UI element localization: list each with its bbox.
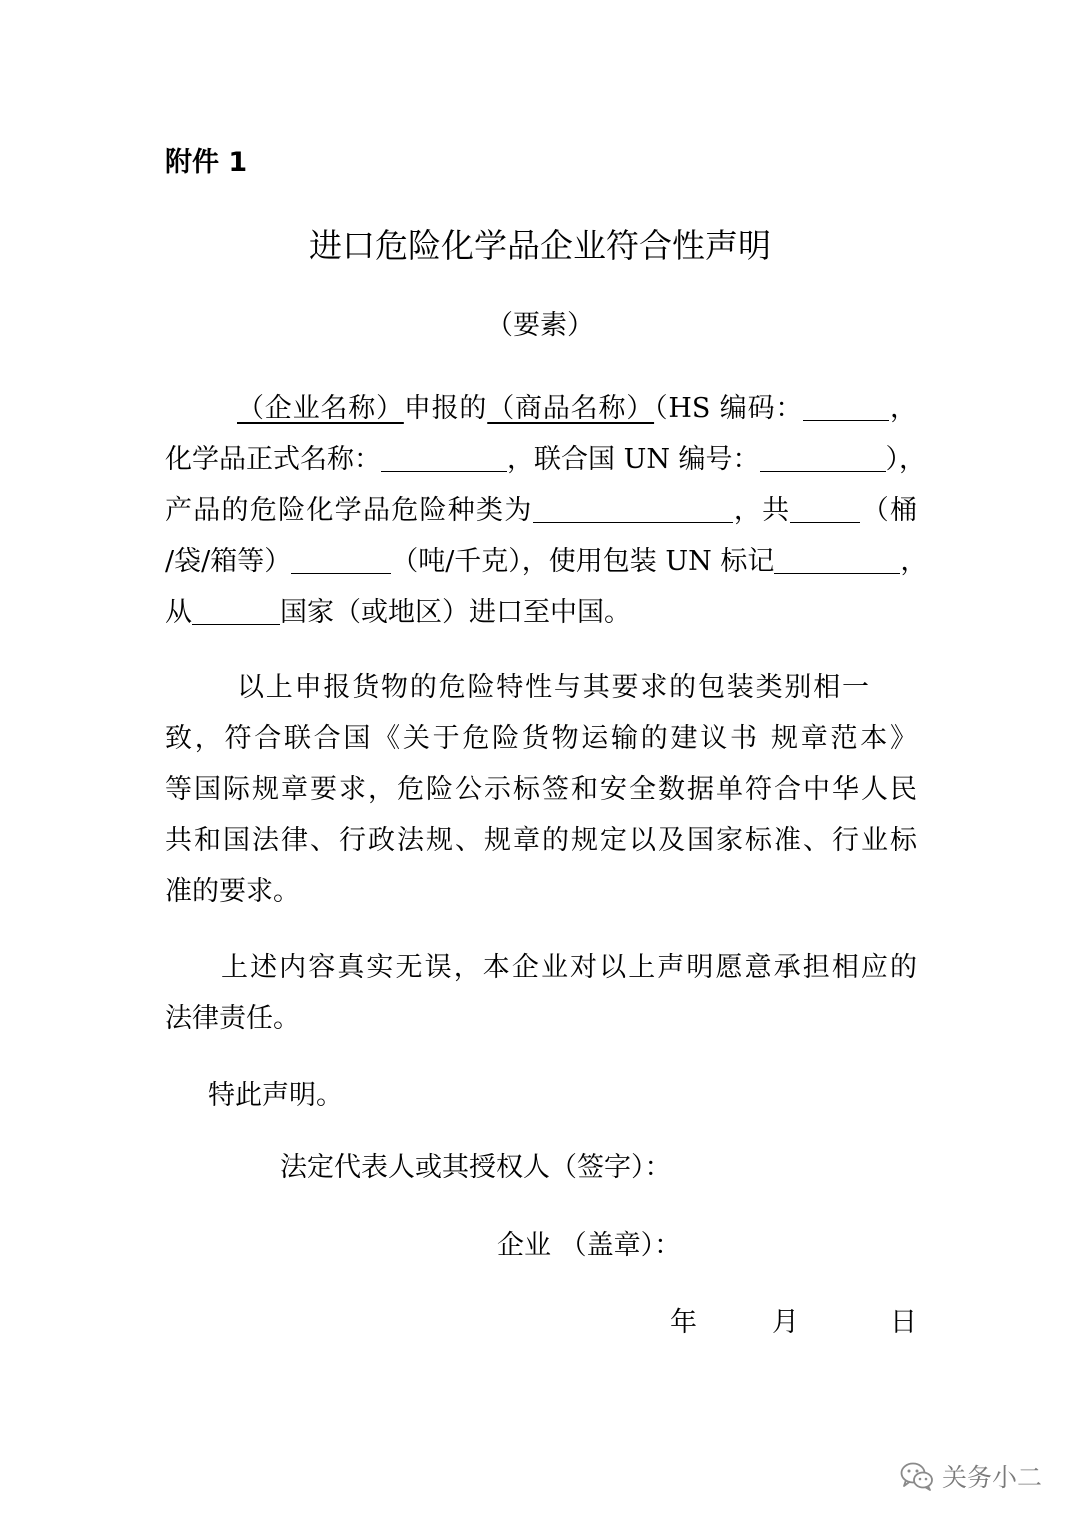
- chemical-name-blank: [381, 441, 507, 472]
- attachment-label: 附件 1: [165, 147, 248, 178]
- watermark-text: 关务小二: [941, 1463, 1042, 1492]
- unit-open-text: （桶: [860, 495, 918, 526]
- from-label: 从: [165, 597, 192, 628]
- declaration-line-3: [165, 485, 917, 536]
- declaration-line-4: [165, 536, 928, 587]
- country-blank: [192, 594, 280, 625]
- hazard-class-blank: [533, 492, 733, 523]
- wechat-icon: [900, 1461, 934, 1491]
- close-paren-text: ），: [885, 444, 927, 475]
- truth-line: 法律责任。: [165, 1003, 300, 1034]
- declares-text: 申报的: [403, 393, 488, 424]
- hereby-text: 特此声明。: [208, 1080, 343, 1111]
- weight-blank: [291, 543, 391, 574]
- total-label: ，共: [732, 495, 791, 526]
- date-year: 年: [670, 1307, 697, 1338]
- product-name-field: （商品名称）: [487, 393, 655, 424]
- truth-line: 上述内容真实无误，本企业对以上声明愿意承担相应的: [221, 952, 917, 983]
- compliance-line: 准的要求。: [165, 876, 300, 907]
- declaration-paragraph: [165, 383, 928, 638]
- chemical-name-label: 化学品正式名称：: [165, 444, 381, 475]
- document-subtitle: （要素）: [486, 310, 594, 341]
- un-number-blank: [760, 441, 886, 472]
- date-month: 月: [772, 1307, 799, 1338]
- compliance-line: 共和国法律、行政法规、规章的规定以及国家标准、行业标: [165, 825, 917, 856]
- country-label: 国家（或地区）进口至中国。: [280, 597, 631, 628]
- compliance-paragraph: [165, 662, 917, 917]
- date-day: 日: [890, 1307, 917, 1338]
- document-title: 进口危险化学品企业符合性声明: [309, 226, 771, 265]
- declaration-line-5: [165, 587, 917, 638]
- hs-code-blank: [803, 390, 889, 421]
- unit-types-text: /袋/箱等）: [165, 546, 292, 577]
- declaration-line-1: [165, 383, 917, 434]
- watermark: [900, 1458, 1042, 1494]
- hs-code-label: （HS 编码：: [654, 393, 804, 424]
- comma-text: ，: [889, 393, 918, 424]
- comma-text: ，: [900, 546, 928, 577]
- declaration-line-2: [165, 434, 927, 485]
- compliance-line: 等国际规章要求，危险公示标签和安全数据单符合中华人民: [165, 774, 917, 805]
- hazard-class-label: 产品的危险化学品危险种类为: [165, 495, 533, 526]
- seal-label: 企业 （盖章）：: [497, 1230, 682, 1261]
- quantity-blank: [790, 492, 860, 523]
- compliance-line: 致，符合联合国《关于危险货物运输的建议书 规章范本》: [165, 723, 917, 754]
- signature-label: 法定代表人或其授权人（签字）：: [280, 1152, 672, 1183]
- company-name-field: （企业名称）: [237, 393, 404, 424]
- compliance-line: 以上申报货物的危险特性与其要求的包装类别相一: [237, 672, 869, 703]
- hereby-paragraph: [208, 1070, 960, 1121]
- un-mark-blank: [774, 543, 900, 574]
- truth-paragraph: [165, 942, 917, 1044]
- weight-unit-text: （吨/千克），使用包装 UN 标记: [391, 546, 775, 577]
- un-number-label: ，联合国 UN 编号：: [507, 444, 760, 475]
